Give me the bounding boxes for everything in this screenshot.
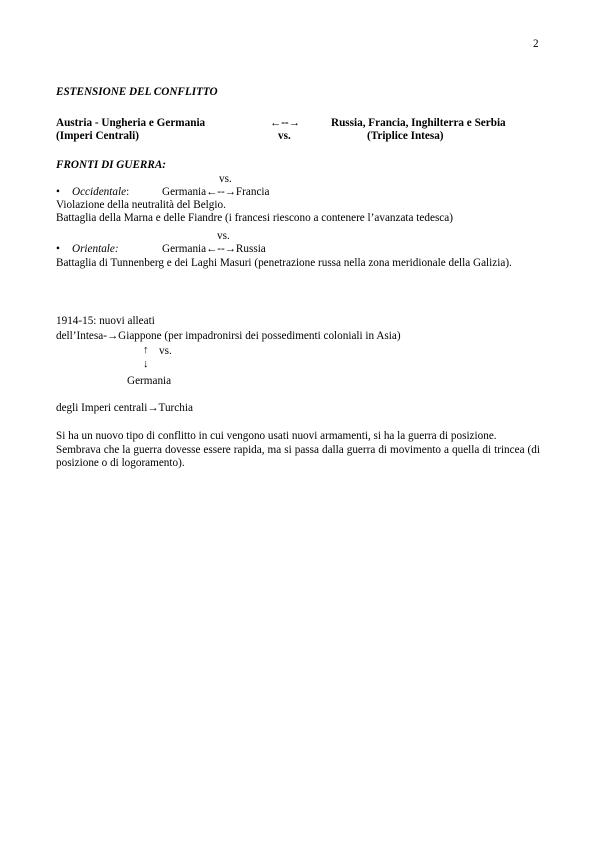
entente-label: Russia, Francia, Inghilterra e Serbia [331, 117, 506, 129]
west-vs: vs. [219, 173, 232, 185]
page-number: 2 [533, 38, 539, 50]
east-note-tannenberg: Battaglia di Tunnenberg e dei Laghi Masuri (penetrazione russa nella zona meridionale della Galizia). [56, 257, 512, 269]
central-powers-subtitle: (Imperi Centrali) [56, 130, 139, 142]
west-front-colon: : [126, 186, 130, 198]
west-front-value: Germania←--→Francia [162, 186, 270, 198]
conclusion-line: Si ha un nuovo tipo di conflitto in cui vengono usati nuovi armamenti, si ha la guerra di posizione. [56, 430, 497, 442]
section-heading: ESTENSIONE DEL CONFLITTO [56, 86, 218, 98]
west-note-belgium: Violazione della neutralità del Belgio. [56, 199, 226, 211]
opposition-arrow: ←--→ [270, 117, 300, 129]
east-bullet: • [56, 243, 60, 255]
allies-year-line: 1914-15: nuovi alleati [56, 315, 155, 327]
west-note-marne: Battaglia della Marna e delle Fiandre (i francesi riescono a contenere l’avanzata tedesca) [56, 212, 453, 224]
up-arrow-icon: ↑ [143, 344, 149, 356]
west-bullet: • [56, 186, 60, 198]
entente-subtitle: (Triplice Intesa) [367, 130, 444, 142]
allies-vs: vs. [159, 345, 172, 357]
allies-japan-line: dell’Intesa-→Giappone (per impadronirsi dei possedimenti coloniali in Asia) [56, 330, 401, 342]
central-powers-label: Austria - Ungheria e Germania [56, 117, 206, 129]
east-front-label: Orientale: [72, 243, 119, 255]
west-front-label-text: Occidentale [72, 186, 127, 198]
germany-label: Germania [127, 375, 172, 387]
fronts-heading: FRONTI DI GUERRA: [56, 159, 167, 171]
west-front-label [72, 186, 129, 199]
down-arrow-icon: ↓ [143, 358, 149, 370]
central-turkey-line: degli Imperi centrali→Turchia [56, 402, 193, 414]
east-front-value: Germania←--→Russia [162, 243, 266, 255]
east-vs: vs. [217, 230, 230, 242]
versus-label: vs. [278, 130, 291, 142]
conclusion-paragraph: Sembrava che la guerra dovesse essere rapida, ma si passa dalla guerra di movimento a quella di trincea (di posizione o di logoramento). [56, 444, 540, 469]
